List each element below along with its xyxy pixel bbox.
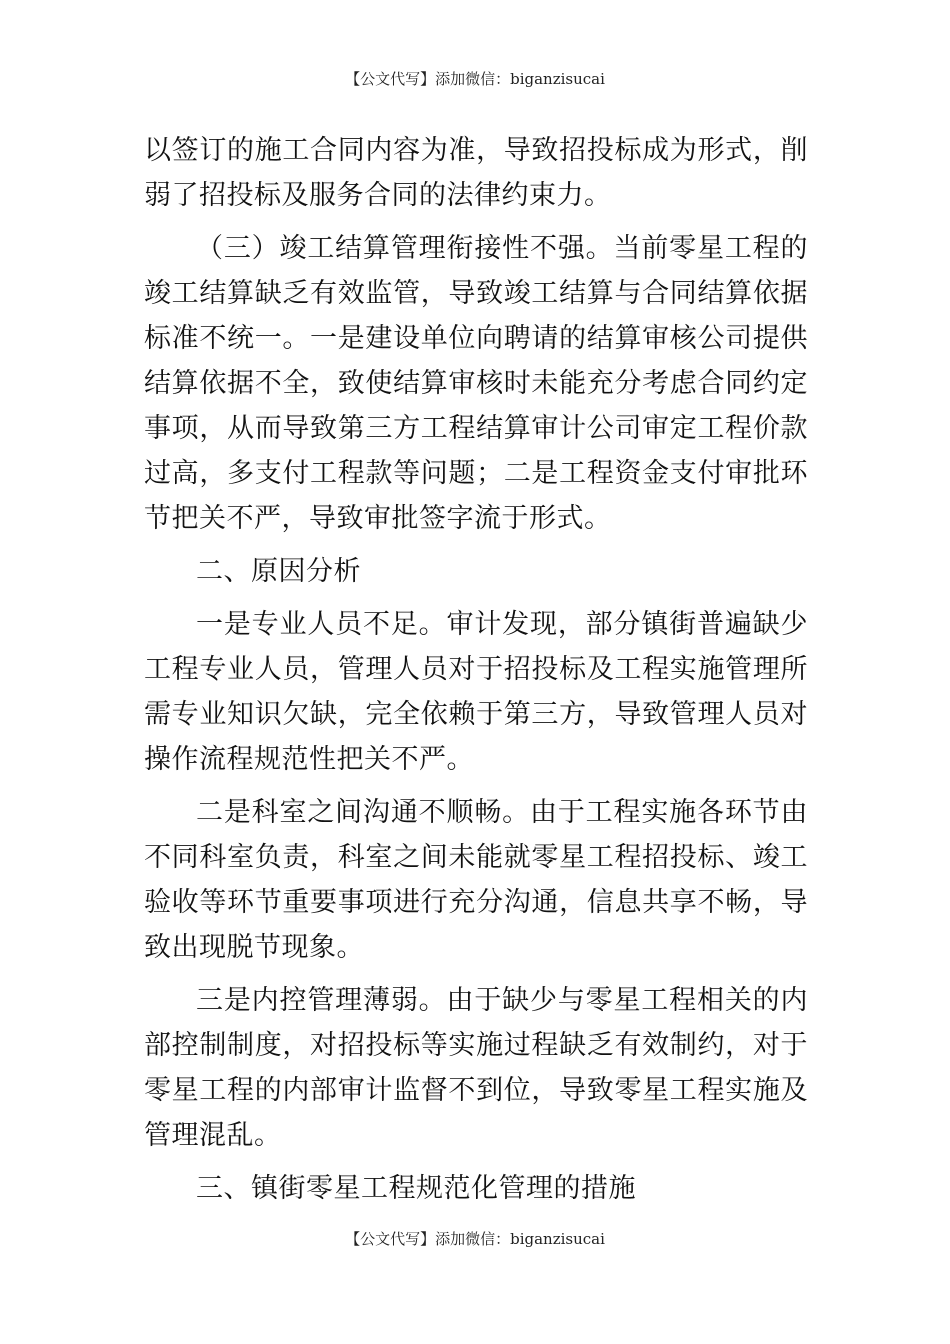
section-heading-cause-analysis: 二、原因分析 [196, 556, 361, 587]
paragraph-professional-staff: 一是专业人员不足。审计发现，部分镇街普遍缺少工程专业人员，管理人员对于招投标及工程实施管理所需专业知识欠缺，完全依赖于第三方，导致管理人员对操作流程规范性把关不严。 [144, 609, 808, 775]
paragraph-completion-settlement: （三）竣工结算管理衔接性不强。当前零星工程的竣工结算缺乏有效监管，导致竣工结算与合同结算依据标准不统一。一是建设单位向聘请的结算审核公司提供结算依据不全，致使结算审核时未能充分考虑合同约定事项，从而导致第三方工程结算审计公司审定工程价款过高，多支付工程款等问题；二是工程资金支付审批环节把关不严，导致审批签字流于形式。 [144, 233, 808, 534]
document-body [144, 128, 808, 1219]
paragraph-continuation: 以签订的施工合同内容为准，导致招投标成为形式，削弱了招投标及服务合同的法律约束力。 [144, 135, 808, 211]
section-heading-measures: 三、镇街零星工程规范化管理的措施 [196, 1173, 636, 1204]
page-header-watermark: 【公文代写】添加微信：biganzisucai [345, 70, 605, 88]
paragraph-internal-control: 三是内控管理薄弱。由于缺少与零星工程相关的内部控制制度，对招投标等实施过程缺乏有效制约，对于零星工程的内部审计监督不到位，导致零星工程实施及管理混乱。 [144, 985, 808, 1151]
paragraph-communication: 二是科室之间沟通不顺畅。由于工程实施各环节由不同科室负责，科室之间未能就零星工程招投标、竣工验收等环节重要事项进行充分沟通，信息共享不畅，导致出现脱节现象。 [144, 797, 808, 963]
page-footer-watermark: 【公文代写】添加微信：biganzisucai [345, 1230, 605, 1248]
